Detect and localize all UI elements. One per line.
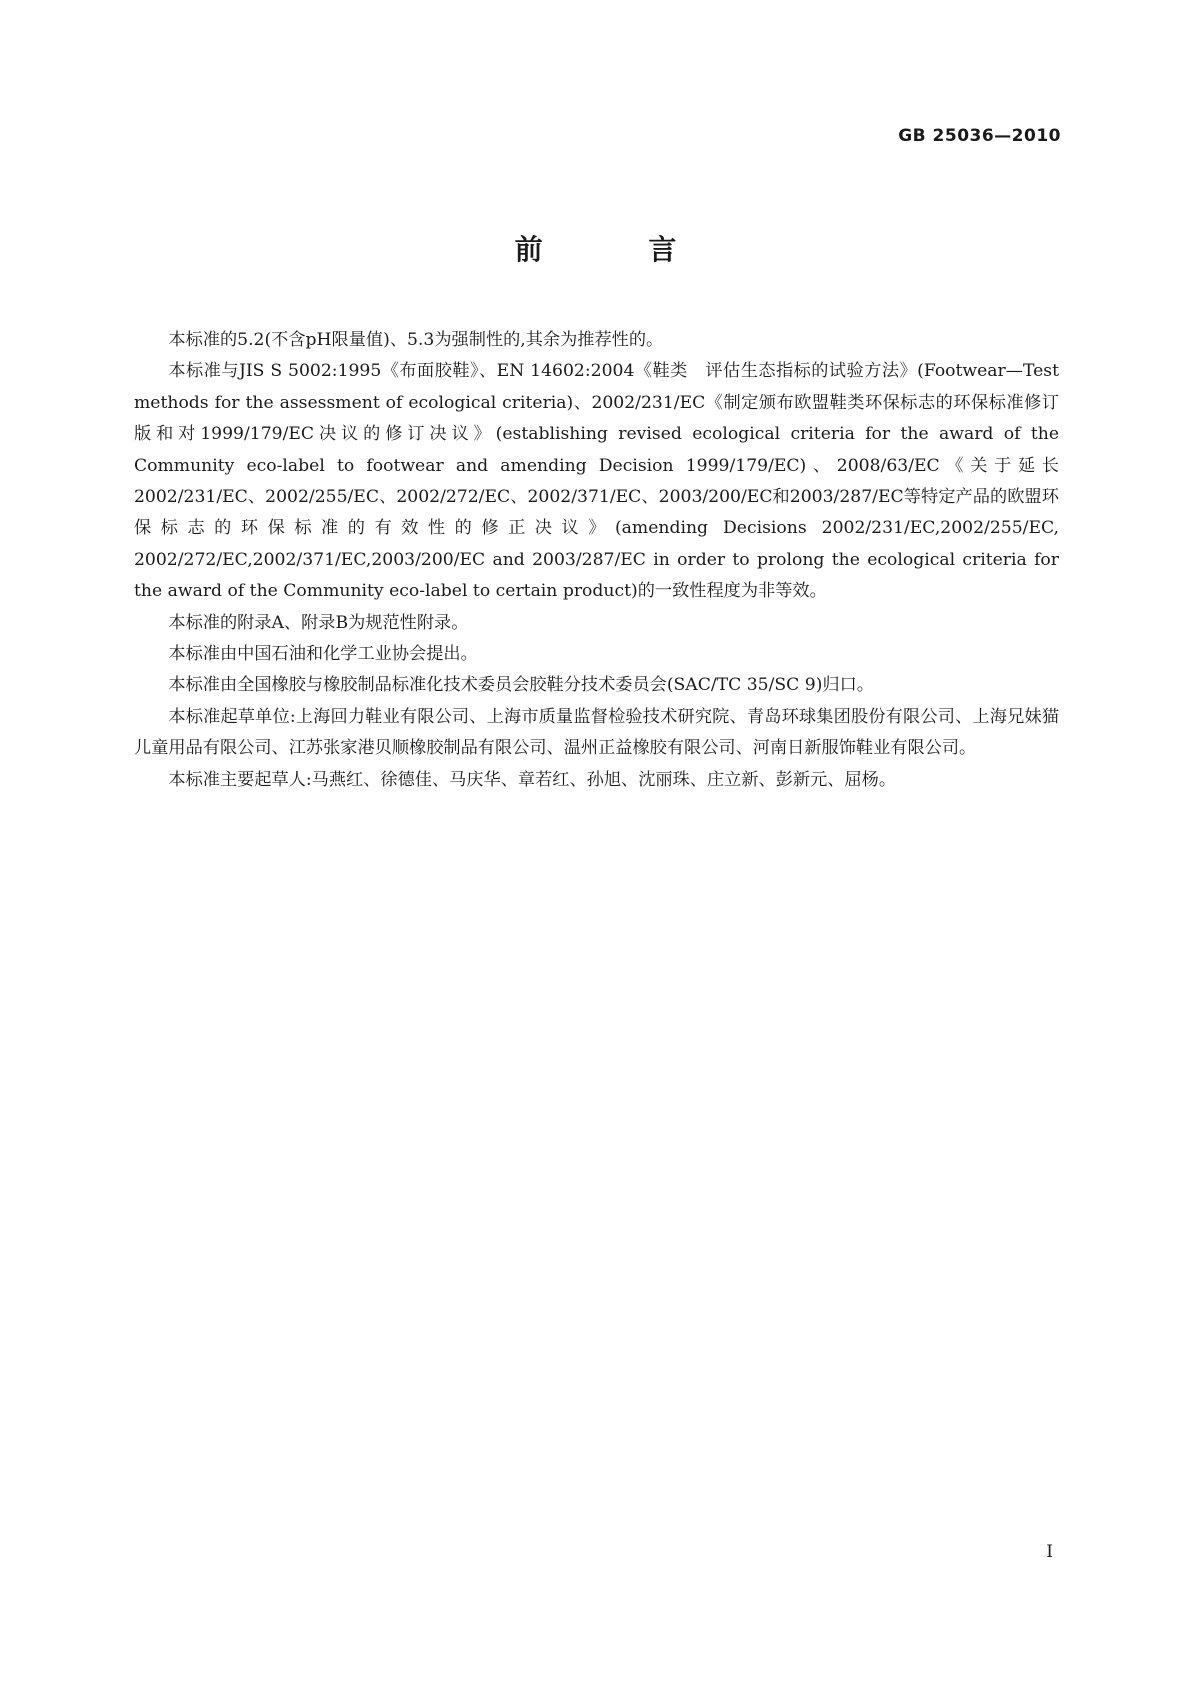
- paragraph-annexes: 本标准的附录A、附录B为规范性附录。: [168, 612, 469, 633]
- paragraph-consistency: 本标准与JIS S 5002:1995《布面胶鞋》、EN 14602:2004《鞋类 评估生态指标的试验方法》(Footwear—Test methods for the assessment of ecological criteria)、2002/231/EC《制定颁布欧盟鞋类环保标志的环保标准修订版和对1999/179/EC决议的修订决议》(establishing revised ecological criteria for the award of the Community eco-label to footwear and amending Decision 1999/179/EC)、2008/63/EC《关于延长2002/231/EC、2002/255/EC、2002/272/EC、2002/371/EC、2003/200/EC和2003/287/EC等特定产品的欧盟环保标志的环保标准的有效性的修正决议》(amending Decisions 2002/231/EC,2002/255/EC, 2002/272/EC,2002/371/EC,2003/200/EC and 2003/287/EC in order to prolong the ecological criteria for the award of the Community eco-label to certain product)的一致性程度为非等效。: [134, 361, 1059, 602]
- paragraph-drafters: 本标准主要起草人:马燕红、徐德佳、马庆华、章若红、孙旭、沈丽珠、庄立新、彭新元、屈杨。: [168, 769, 897, 790]
- page-number: I: [1046, 1542, 1053, 1562]
- page-title: 前 言: [514, 233, 725, 266]
- paragraph-administration: 本标准由全国橡胶与橡胶制品标准化技术委员会胶鞋分技术委员会(SAC/TC 35/SC 9)归口。: [168, 675, 874, 696]
- paragraph-drafting-units: 本标准起草单位:上海回力鞋业有限公司、上海市质量监督检验技术研究院、青岛环球集团股份有限公司、上海兄妹猫儿童用品有限公司、江苏张家港贝顺橡胶制品有限公司、温州正益橡胶有限公司、河南日新服饰鞋业有限公司。: [134, 706, 1059, 759]
- paragraph-proposer: 本标准由中国石油和化学工业协会提出。: [168, 644, 478, 665]
- standard-code: GB 25036—2010: [898, 126, 1061, 146]
- foreword-body: [134, 325, 1059, 796]
- paragraph-mandatory-clauses: 本标准的5.2(不含pH限量值)、5.3为强制性的,其余为推荐性的。: [168, 330, 664, 350]
